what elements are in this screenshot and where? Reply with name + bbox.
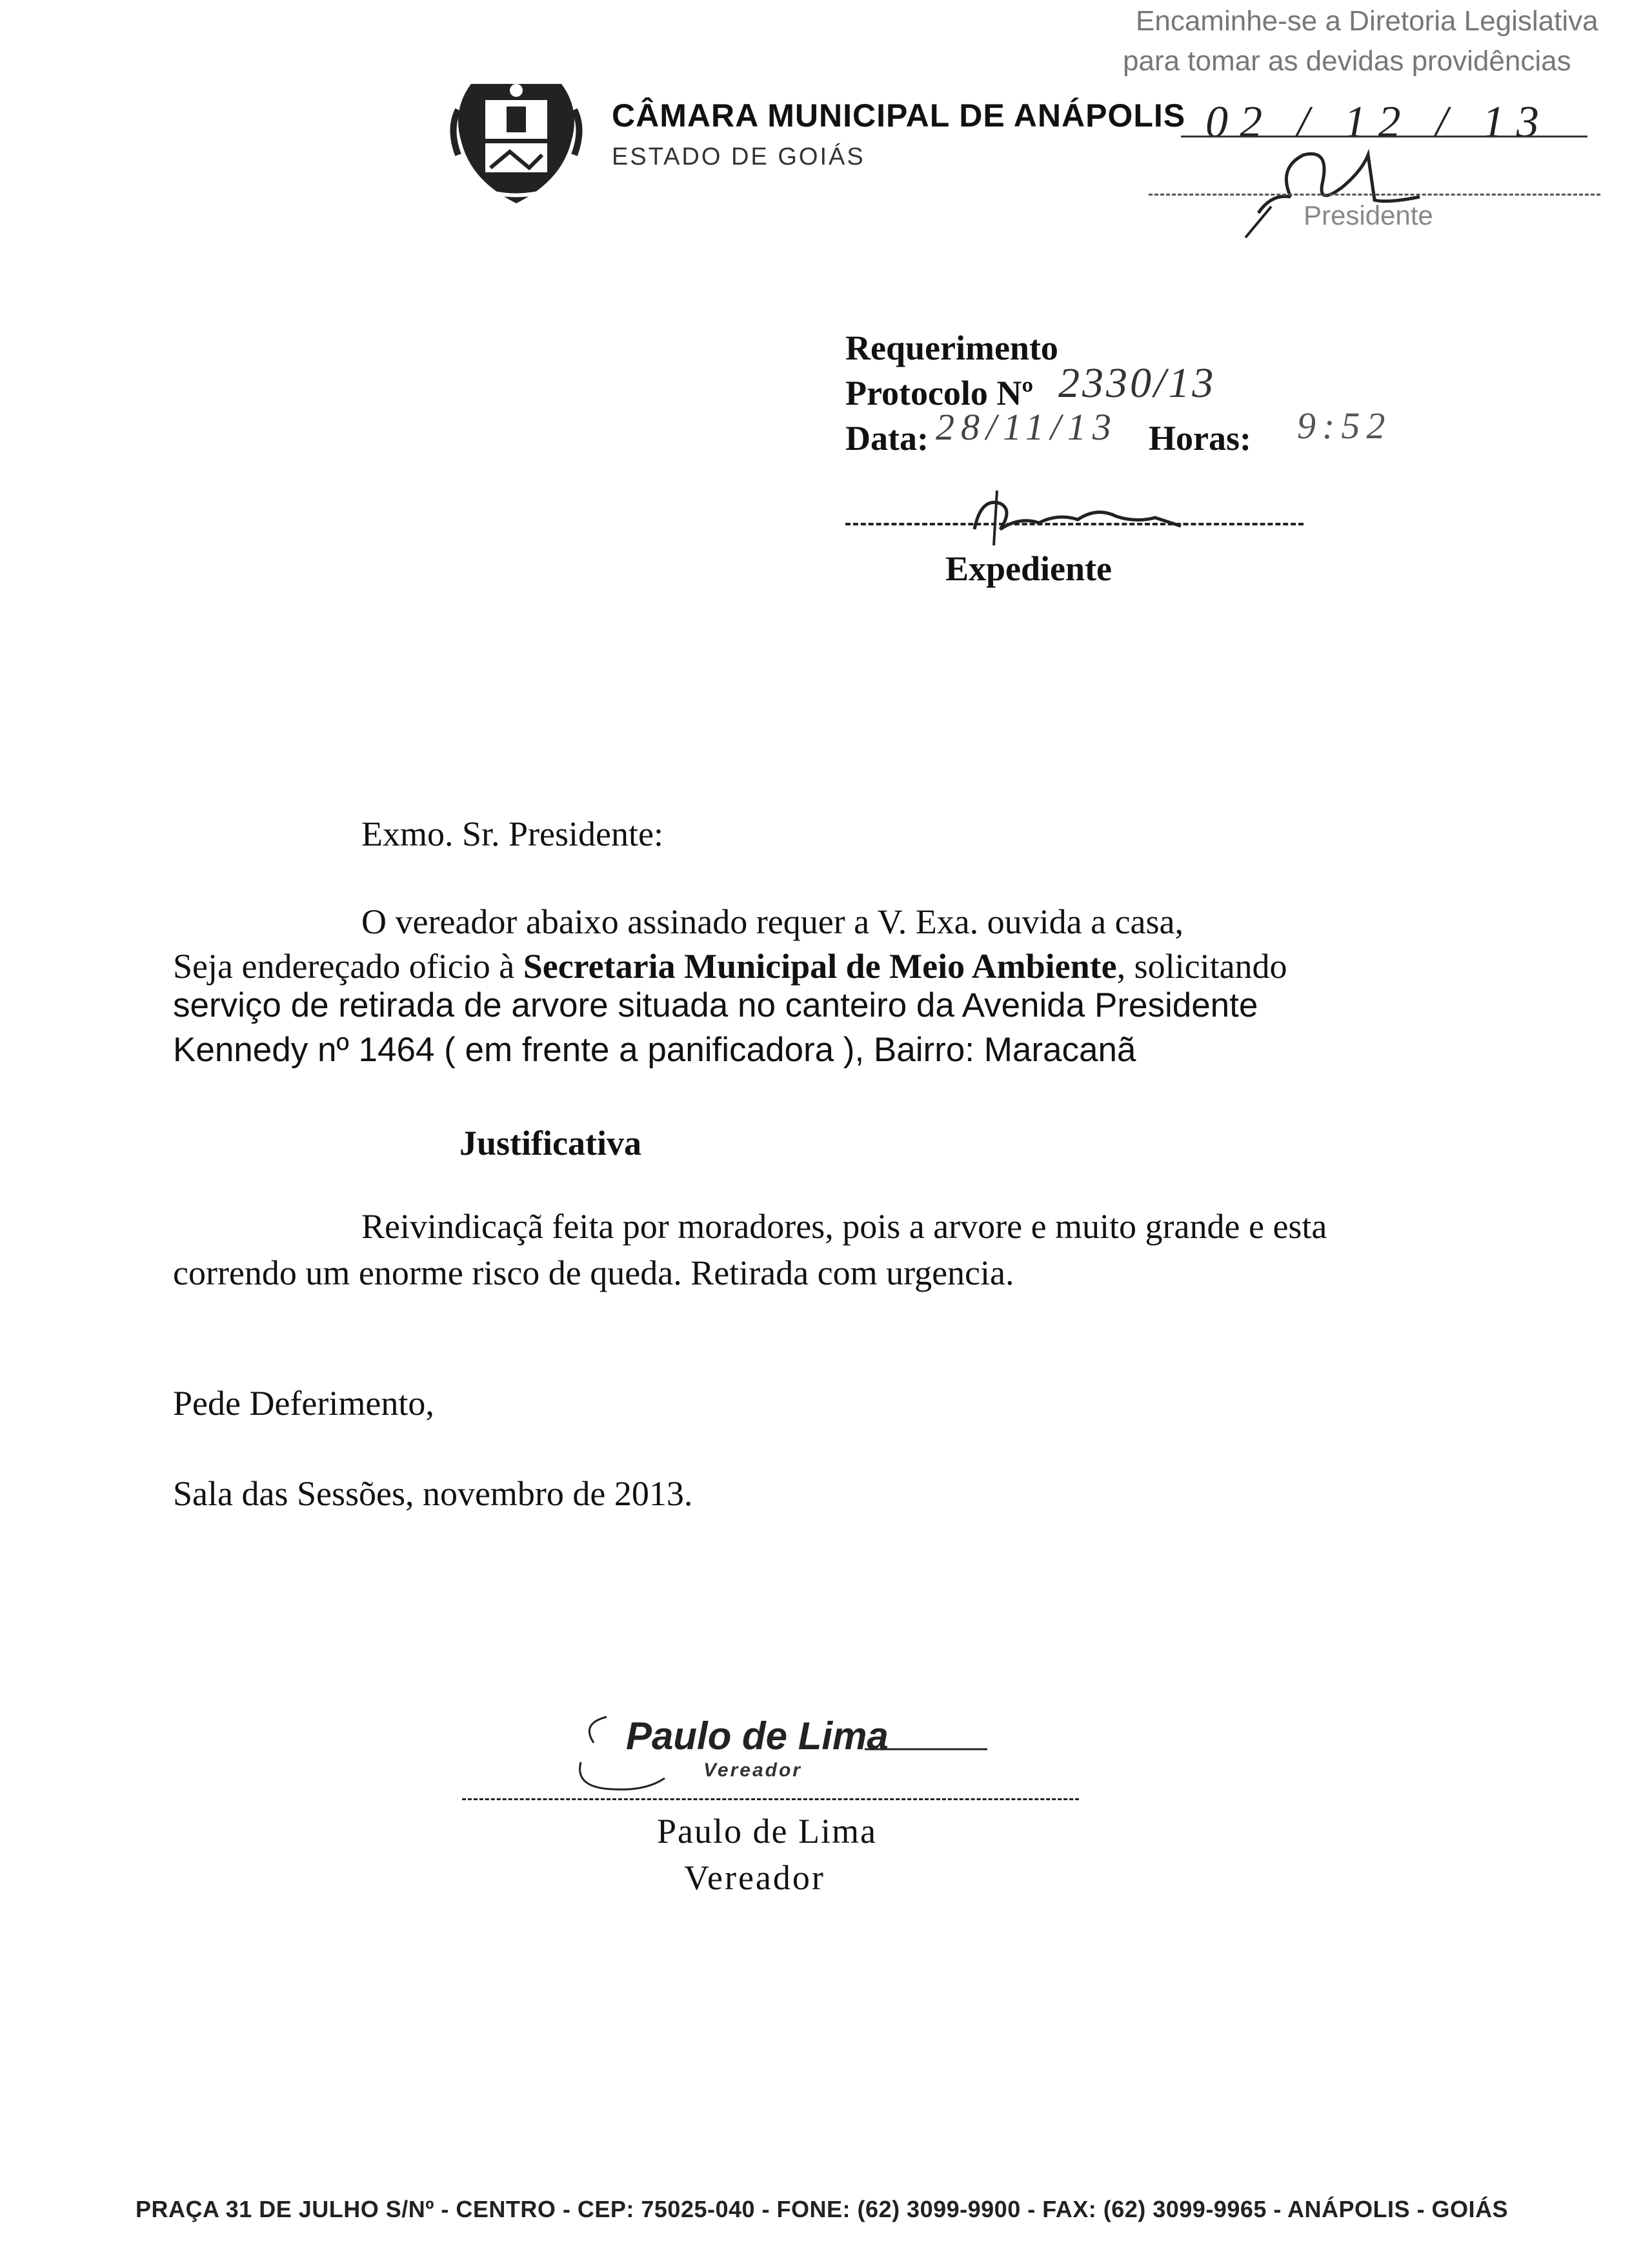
place-date: Sala das Sessões, novembro de 2013.	[173, 1474, 693, 1513]
request-line-1: O vereador abaixo assinado requer a V. Exa. ouvida a casa,	[361, 902, 1184, 941]
expediente-signature-line	[845, 523, 1304, 525]
stamp-text-line2: para tomar as devidas providências	[1123, 45, 1571, 77]
signer-role: Vereador	[684, 1858, 825, 1897]
request-line-3-start: serviço de	[173, 986, 339, 1024]
request-line-2	[173, 946, 1287, 988]
stamp-date: 02 / 12 / 13	[1205, 97, 1551, 147]
stamp-date-underline	[1181, 136, 1587, 137]
signature-line	[462, 1798, 1079, 1800]
stamp-signature-line	[1149, 194, 1600, 196]
footer-address: PRAÇA 31 DE JULHO S/Nº - CENTRO - CEP: 75025-040 - FONE: (62) 3099-9900 - FAX: (62) 3099-9965 - ANÁPOLIS - GOIÁS	[136, 2196, 1509, 2222]
protocol-label: Protocolo Nº	[845, 374, 1034, 412]
stamp-text-line1: Encaminhe-se a Diretoria Legislativa	[1136, 5, 1598, 37]
date-value: 28/11/13	[936, 406, 1118, 448]
signer-name: Paulo de Lima	[657, 1812, 877, 1851]
request-line-2-start: Seja endereçado oficio à	[173, 947, 523, 986]
justification-title: Justificativa	[459, 1124, 641, 1162]
org-name: CÂMARA MUNICIPAL DE ANÁPOLIS	[612, 97, 1186, 134]
stamp-role-text: Vereador	[703, 1760, 802, 1781]
request-title: Requerimento	[845, 329, 1058, 367]
request-line-2-end: , solicitando	[1116, 947, 1287, 986]
stamp-name-text: Paulo de Lima	[626, 1714, 889, 1758]
protocol-number: 2330/13	[1058, 360, 1216, 407]
time-value: 9:52	[1297, 405, 1392, 447]
stamp-role: Presidente	[1304, 200, 1433, 230]
secretariat-name: Secretaria Municipal de Meio Ambiente	[523, 947, 1117, 986]
request-line-3	[173, 986, 1258, 1025]
salutation: Exmo. Sr. Presidente:	[361, 815, 663, 853]
org-state: ESTADO DE GOIÁS	[612, 143, 865, 170]
municipal-crest-icon	[445, 71, 587, 210]
date-label: Data:	[845, 419, 929, 458]
closing: Pede Deferimento,	[173, 1384, 434, 1423]
request-line-3-end: retirada de arvore situada no canteiro da Avenida Presidente	[338, 986, 1258, 1024]
request-line-4: Kennedy nº 1464 ( em frente a panificadora ), Bairro: Maracanã	[173, 1031, 1136, 1069]
time-label: Horas:	[1149, 419, 1251, 458]
justification-line-2: correndo um enorme risco de queda. Retirada com urgencia.	[173, 1253, 1014, 1292]
justification-line-1: Reivindicaçã feita por moradores, pois a arvore e muito grande e esta	[361, 1207, 1327, 1246]
expediente-label: Expediente	[945, 549, 1113, 588]
clerk-signature-icon	[962, 478, 1194, 549]
councilor-signature-stamp	[568, 1704, 994, 1794]
